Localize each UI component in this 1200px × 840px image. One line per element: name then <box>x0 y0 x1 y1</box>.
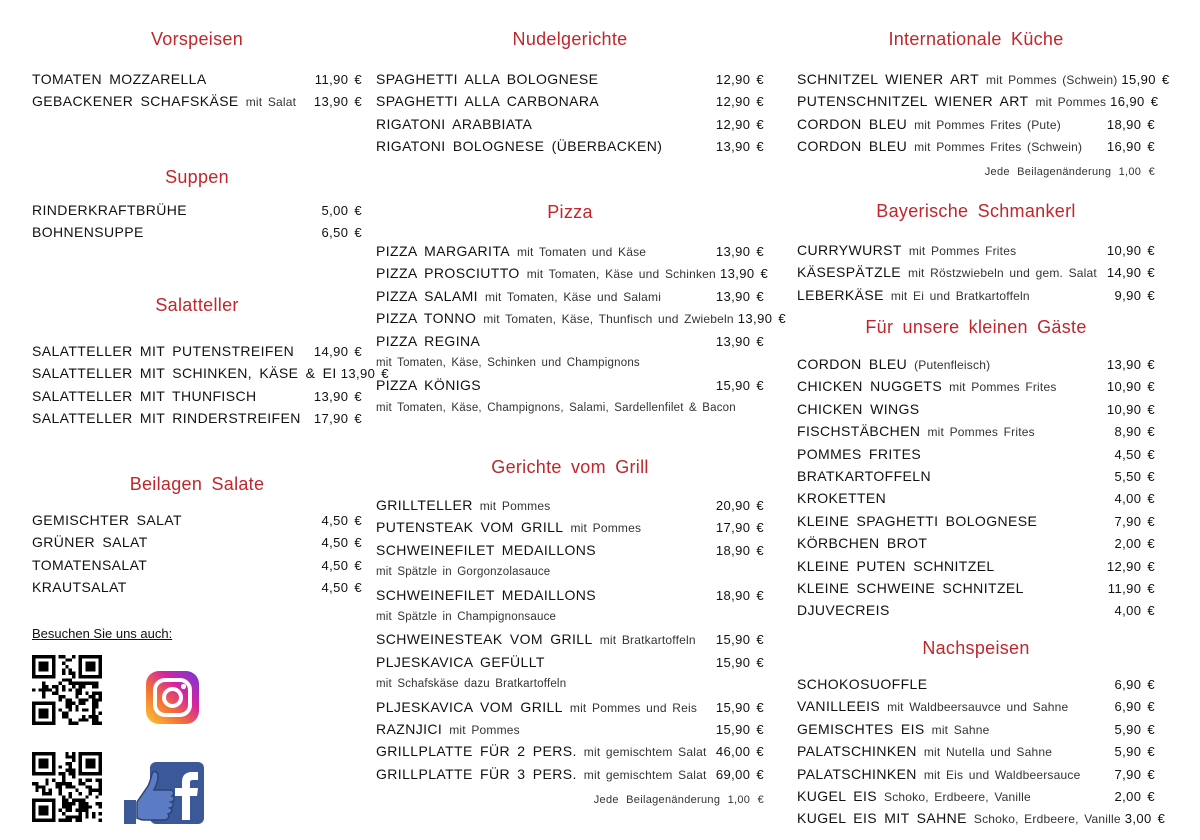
menu-item-text <box>797 68 1117 91</box>
menu-item-name: PIZZA MARGARITA <box>376 243 510 259</box>
menu-item-name: PLJESKAVICA VOM GRILL <box>376 698 563 715</box>
section-nachspeisen <box>797 636 1166 830</box>
menu-item-subdescription: mit Spätzle in Gorgonzolasauce <box>376 566 551 579</box>
menu-item-name: PIZZA KÖNIGS <box>376 377 482 394</box>
menu-item-name: PUTENSTEAK VOM GRILL <box>376 519 564 536</box>
menu-item-name: GRÜNER SALAT <box>32 534 148 551</box>
menu-item-name: GEMISCHTES EIS <box>797 720 925 737</box>
menu-item-price: 4,50 € <box>1114 446 1155 462</box>
menu-item-name: GEMISCHTER SALAT <box>32 512 182 528</box>
menu-item-text <box>32 362 337 384</box>
menu-item <box>376 307 786 329</box>
menu-item <box>376 718 764 740</box>
menu-item-name: PALATSCHINKEN <box>797 743 917 760</box>
menu-item-name: CURRYWURST <box>797 242 902 258</box>
follow-us-label: Besuchen Sie uns auch: <box>32 626 173 641</box>
section-internationale-kueche <box>797 27 1170 178</box>
menu-item-description: mit Pommes (Schwein) <box>986 73 1118 87</box>
menu-item <box>797 239 1155 261</box>
menu-item-name: KLEINE PUTEN SCHNITZEL <box>797 557 995 574</box>
menu-item <box>32 340 362 362</box>
menu-item-description: Schoko, Erdbeere, Vanille <box>884 789 1031 804</box>
menu-item-text <box>32 407 301 429</box>
menu-item-description: mit Nutella und Sahne <box>923 745 1053 760</box>
menu-item-name: CHICKEN NUGGETS <box>797 378 943 395</box>
menu-item-name: DJUVECREIS <box>797 602 890 619</box>
menu-item-price: 13,90 € <box>737 311 786 327</box>
menu-item-name: RIGATONI ARABBIATA <box>376 115 533 132</box>
menu-item-description: mit Ei und Bratkartoffeln <box>890 288 1030 303</box>
menu-item-price: 13,90 € <box>715 288 764 304</box>
menu-item <box>32 554 362 576</box>
menu-item-name: SALATTELLER MIT PUTENSTREIFEN <box>32 343 295 359</box>
menu-item-text <box>797 695 1068 718</box>
menu-item-text <box>376 135 662 157</box>
menu-item-name: KÄSESPÄTZLE <box>797 264 901 281</box>
menu-item-name: SALATTELLER MIT THUNFISCH <box>32 387 257 404</box>
menu-item-description: mit Tomaten und Käse <box>516 245 647 259</box>
menu-item-subdescription: mit Tomaten, Käse, Champignons, Salami, Sardellenfilet & Bacon <box>376 401 736 414</box>
menu-item <box>797 68 1170 90</box>
menu-item-text <box>797 807 1121 830</box>
menu-item <box>376 262 769 284</box>
menu-item-price: 13,90 € <box>1106 357 1155 372</box>
menu-item-text <box>376 696 697 719</box>
side-change-note: Jede Beilagenänderung 1,00 € <box>593 794 764 807</box>
menu-item-name: VANILLEEIS <box>797 698 881 715</box>
menu-item <box>32 531 362 553</box>
menu-item-price: 15,90 € <box>715 699 764 715</box>
menu-item-price: 16,90 € <box>1106 139 1155 155</box>
menu-item <box>376 285 764 307</box>
menu-item-price: 20,90 € <box>715 498 764 513</box>
menu-item-price: 18,90 € <box>715 542 764 558</box>
menu-item <box>376 628 764 650</box>
menu-item <box>797 284 1155 306</box>
menu-item-price: 2,00 € <box>1114 536 1155 552</box>
menu-item-name: FISCHSTÄBCHEN <box>797 423 921 440</box>
menu-item-text <box>376 628 696 651</box>
menu-item-name: SCHOKOSUOFFLE <box>797 676 928 692</box>
section-title: Internationale Küche <box>888 29 1064 49</box>
menu-item <box>797 763 1155 785</box>
section-title: Vorspeisen <box>150 29 244 49</box>
menu-column-middle <box>376 0 786 840</box>
menu-item-description: mit Pommes Frites <box>908 244 1017 258</box>
menu-item-description: (Putenfleisch) <box>914 358 991 372</box>
menu-item-subdescription: mit Schafskäse dazu Bratkartoffeln <box>376 678 567 691</box>
menu-item <box>797 135 1155 157</box>
menu-item-text <box>32 68 207 90</box>
menu-item <box>797 90 1159 112</box>
menu-item-text <box>32 509 182 531</box>
menu-item-price: 13,90 € <box>715 139 764 155</box>
menu-item-name: PIZZA TONNO <box>376 310 477 327</box>
menu-item-description: mit Waldbeersauvce und Sahne <box>887 700 1069 715</box>
menu-item <box>376 90 764 112</box>
menu-item-text <box>376 718 520 741</box>
menu-item-description: Schoko, Erdbeere, Vanille <box>973 812 1121 827</box>
side-change-note: Jede Beilagenänderung 1,00 € <box>984 165 1155 178</box>
menu-item-name: BRATKARTOFFELN <box>797 467 931 484</box>
menu-item <box>797 113 1155 135</box>
menu-item-price: 9,90 € <box>1114 287 1155 303</box>
menu-item-text <box>797 673 927 695</box>
menu-item <box>376 539 764 561</box>
menu-item-text <box>797 532 927 554</box>
menu-item-description: mit Pommes und Reis <box>569 700 698 715</box>
menu-item-text <box>376 113 532 135</box>
menu-item-price: 11,90 € <box>1107 580 1155 596</box>
menu-item-name: KRAUTSALAT <box>32 579 127 596</box>
menu-item-description: mit Tomaten, Käse und Salami <box>484 289 662 304</box>
menu-item-price: 11,90 € <box>314 72 362 87</box>
menu-item <box>797 695 1155 717</box>
menu-item-name: PUTENSCHNITZEL WIENER ART <box>797 93 1029 110</box>
menu-item-description: mit Eis und Waldbeersauce <box>923 767 1081 782</box>
menu-item-text <box>32 554 147 576</box>
menu-item <box>376 240 764 262</box>
menu-item-price: 7,90 € <box>1114 766 1155 782</box>
menu-item-text <box>376 330 480 352</box>
menu-item-name: SCHWEINEFILET MEDAILLONS <box>376 541 597 558</box>
menu-item-text <box>376 494 550 517</box>
menu-item-text <box>797 555 995 577</box>
menu-item <box>32 68 362 90</box>
section-title: Nachspeisen <box>922 638 1030 658</box>
menu-item-text <box>797 284 1030 307</box>
menu-item-price: 15,90 € <box>715 721 764 737</box>
menu-item <box>797 375 1155 397</box>
menu-item-name: LEBERKÄSE <box>797 286 884 303</box>
menu-item <box>797 785 1155 807</box>
menu-item-name: SCHNITZEL WIENER ART <box>797 71 980 87</box>
menu-item-price: 16,90 € <box>1110 94 1159 110</box>
menu-item-price: 4,00 € <box>1114 491 1155 507</box>
menu-item-price: 5,90 € <box>1114 744 1155 760</box>
menu-item-name: KÖRBCHEN BROT <box>797 535 928 552</box>
menu-item-price: 15,90 € <box>715 378 764 394</box>
menu-item <box>797 465 1155 487</box>
menu-item-text <box>376 539 596 561</box>
menu-item-text <box>376 285 661 308</box>
menu-item-text <box>32 90 296 113</box>
menu-item-price: 15,90 € <box>1121 72 1170 87</box>
menu-item-text <box>376 68 598 90</box>
menu-item <box>376 584 764 606</box>
menu-item-text <box>32 221 144 243</box>
menu-item <box>32 576 362 598</box>
menu-item-name: RINDERKRAFTBRÜHE <box>32 202 187 218</box>
menu-item-price: 10,90 € <box>1106 379 1155 395</box>
menu-item-text <box>797 375 1057 398</box>
menu-item-price: 13,90 € <box>719 266 769 282</box>
menu-item-price: 13,90 € <box>313 94 362 110</box>
menu-item-price: 6,90 € <box>1114 677 1155 692</box>
menu-item <box>797 807 1166 829</box>
menu-item-name: SPAGHETTI ALLA CARBONARA <box>376 93 600 110</box>
menu-item-text <box>376 90 599 112</box>
menu-item-text <box>376 307 734 330</box>
menu-item-price: 8,90 € <box>1114 424 1155 440</box>
menu-item-name: CORDON BLEU <box>797 356 908 372</box>
menu-item <box>32 407 362 429</box>
menu-item <box>797 577 1155 599</box>
section-title: Suppen <box>165 167 229 187</box>
menu-item-price: 7,90 € <box>1114 513 1155 529</box>
menu-item <box>32 221 362 243</box>
menu-item-name: SALATTELLER MIT SCHINKEN, KÄSE & EI <box>32 365 337 382</box>
menu-item-description: mit Pommes Frites <box>949 380 1057 395</box>
menu-item-text <box>32 340 294 362</box>
menu-item <box>797 532 1155 554</box>
section-title: Für unsere kleinen Gäste <box>865 317 1087 337</box>
menu-item-name: TOMATEN MOZZARELLA <box>32 71 207 87</box>
menu-item-text <box>797 261 1097 284</box>
menu-item-description: mit gemischtem Salat <box>583 745 707 760</box>
menu-item <box>797 420 1155 442</box>
menu-item-text <box>797 785 1031 808</box>
menu-item-price: 10,90 € <box>1106 401 1155 417</box>
section-vorspeisen <box>32 27 362 113</box>
menu-item <box>797 353 1155 375</box>
menu-item-description: mit Sahne <box>931 722 990 737</box>
menu-item <box>376 763 764 785</box>
menu-item-price: 4,00 € <box>1114 603 1155 619</box>
menu-item-name: PIZZA PROSCIUTTO <box>376 265 520 282</box>
menu-item-price: 6,50 € <box>321 225 362 241</box>
menu-item-name: PIZZA REGINA <box>376 332 481 349</box>
menu-item-price: 4,50 € <box>321 513 362 528</box>
menu-item-price: 12,90 € <box>715 72 764 87</box>
section-title: Pizza <box>547 202 593 222</box>
menu-item <box>797 555 1155 577</box>
menu-item-price: 18,90 € <box>715 587 764 603</box>
menu-item <box>797 718 1155 740</box>
menu-item-price: 2,00 € <box>1114 788 1155 804</box>
menu-item-text <box>797 763 1080 786</box>
menu-item-name: CORDON BLEU <box>797 115 908 132</box>
menu-item <box>376 68 764 90</box>
qr-code-icon[interactable] <box>32 752 102 822</box>
menu-item <box>376 516 764 538</box>
menu-item-text <box>797 443 921 465</box>
menu-item-name: GEBACKENER SCHAFSKÄSE <box>32 93 239 110</box>
section-title: Bayerische Schmankerl <box>876 201 1076 221</box>
section-beilagen-salate <box>32 472 362 599</box>
menu-item-price: 6,90 € <box>1114 699 1155 715</box>
section-title: Gerichte vom Grill <box>491 457 649 477</box>
menu-item-text <box>376 651 545 673</box>
menu-item-text <box>376 262 716 285</box>
menu-item-name: PLJESKAVICA GEFÜLLT <box>376 653 545 670</box>
menu-item-price: 12,90 € <box>715 116 764 132</box>
menu-item-price: 5,50 € <box>1114 468 1155 484</box>
menu-item-text <box>32 576 127 598</box>
menu-item-name: CORDON BLEU <box>797 138 908 155</box>
menu-item-price: 12,90 € <box>1106 558 1155 574</box>
menu-item-text <box>797 487 886 509</box>
menu-column-right <box>797 0 1170 840</box>
menu-item-text <box>376 240 646 263</box>
menu-item-text <box>376 516 641 539</box>
menu-item-description: mit Pommes <box>570 521 642 536</box>
menu-item-description: mit Röstzwiebeln und gem. Salat <box>908 266 1097 281</box>
menu-item-name: KUGEL EIS MIT SAHNE <box>797 810 967 827</box>
menu-item-name: SCHWEINESTEAK VOM GRILL <box>376 631 593 648</box>
menu-item <box>376 113 764 135</box>
menu-item-price: 17,90 € <box>715 520 764 536</box>
menu-item-price: 15,90 € <box>715 632 764 648</box>
menu-item-text <box>797 465 931 487</box>
menu-item-name: CHICKEN WINGS <box>797 400 920 417</box>
menu-item-price: 14,90 € <box>313 344 362 359</box>
section-bayerische-schmankerl <box>797 199 1155 306</box>
menu-item-description: mit Tomaten, Käse, Thunfisch und Zwiebeln <box>483 312 734 327</box>
menu-item-text <box>797 353 990 376</box>
menu-item-name: KLEINE SCHWEINE SCHNITZEL <box>797 579 1024 596</box>
section-suppen <box>32 165 362 244</box>
section-pizza <box>376 200 786 419</box>
menu-item-description: mit Pommes <box>449 722 520 737</box>
menu-item-name: GRILLTELLER <box>376 497 473 513</box>
menu-item-text <box>797 135 1082 158</box>
section-title: Nudelgerichte <box>512 29 628 49</box>
menu-item-name: GRILLPLATTE FÜR 2 PERS. <box>376 743 577 760</box>
section-title: Beilagen Salate <box>129 474 265 494</box>
menu-item-name: SCHWEINEFILET MEDAILLONS <box>376 586 597 603</box>
menu-item-description: mit Pommes Frites (Schwein) <box>914 140 1083 155</box>
menu-item-text <box>797 420 1035 443</box>
menu-item-name: PIZZA SALAMI <box>376 287 478 304</box>
menu-item-price: 4,50 € <box>321 580 362 596</box>
menu-item-price: 3,00 € <box>1124 811 1166 827</box>
menu-item-name: SALATTELLER MIT RINDERSTREIFEN <box>32 410 301 427</box>
menu-item <box>376 651 764 673</box>
menu-item-text <box>376 740 706 763</box>
menu-item-name: KUGEL EIS <box>797 787 877 804</box>
menu-item-text <box>376 763 706 786</box>
menu-item-text <box>797 113 1061 136</box>
menu-item-text <box>797 577 1024 599</box>
menu-item-text <box>32 531 148 553</box>
section-nudelgerichte <box>376 27 764 158</box>
menu-item-text <box>797 398 920 420</box>
menu-item <box>797 443 1155 465</box>
menu-item-description: mit Tomaten, Käse und Schinken <box>526 267 716 282</box>
menu-item <box>797 673 1155 695</box>
menu-item-description: mit Salat <box>245 95 297 110</box>
menu-item-price: 69,00 € <box>715 766 764 782</box>
menu-item <box>797 510 1155 532</box>
menu-item <box>32 385 362 407</box>
menu-item-price: 4,50 € <box>321 557 362 573</box>
menu-item-description: mit Pommes <box>1035 95 1107 110</box>
menu-item-name: TOMATENSALAT <box>32 556 148 573</box>
menu-item <box>797 398 1155 420</box>
menu-item <box>376 740 764 762</box>
menu-item-description: mit Bratkartoffeln <box>599 633 696 648</box>
menu-item-text <box>797 718 989 741</box>
menu-item-name: KROKETTEN <box>797 490 887 507</box>
section-title: Salatteller <box>155 295 239 315</box>
menu-item-text <box>797 510 1037 532</box>
menu-item-price: 14,90 € <box>1106 265 1155 281</box>
menu-item-price: 46,00 € <box>715 744 764 760</box>
menu-item-name: BOHNENSUPPE <box>32 224 144 241</box>
menu-item-name: KLEINE SPAGHETTI BOLOGNESE <box>797 512 1038 529</box>
menu-item-name: POMMES FRITES <box>797 445 922 462</box>
menu-item <box>376 494 764 516</box>
menu-item-text <box>376 584 596 606</box>
menu-item-text <box>32 385 256 407</box>
menu-item <box>797 261 1155 283</box>
menu-item <box>797 487 1155 509</box>
menu-item-price: 13,90 € <box>340 366 389 382</box>
menu-item-subdescription: mit Spätzle in Champignonsauce <box>376 610 557 623</box>
menu-item-text <box>797 599 890 621</box>
menu-item-description: mit Pommes Frites (Pute) <box>914 117 1061 132</box>
menu-item <box>376 374 764 396</box>
menu-item-text <box>32 199 187 221</box>
facebook-like-icon[interactable] <box>120 760 206 826</box>
menu-item <box>797 740 1155 762</box>
section-kleine-gaeste <box>797 315 1155 622</box>
menu-item <box>376 135 764 157</box>
section-grill <box>376 455 764 806</box>
menu-item-text <box>797 740 1052 763</box>
instagram-icon[interactable] <box>145 670 200 725</box>
menu-item-text <box>797 239 1016 262</box>
menu-item <box>376 330 764 352</box>
menu-item-price: 13,90 € <box>715 244 764 259</box>
menu-item-name: RAZNJICI <box>376 720 443 737</box>
menu-item-price: 4,50 € <box>321 535 362 551</box>
menu-item-name: RIGATONI BOLOGNESE (ÜBERBACKEN) <box>376 138 663 155</box>
menu-item-description: mit gemischtem Salat <box>583 767 707 782</box>
menu-item <box>32 362 389 384</box>
menu-item-text <box>376 374 481 396</box>
menu-item-price: 18,90 € <box>1106 116 1155 132</box>
menu-item-price: 12,90 € <box>715 94 764 110</box>
menu-item-description: mit Pommes <box>479 499 551 513</box>
menu-item-description: mit Pommes Frites <box>927 425 1035 440</box>
menu-item-price: 15,90 € <box>715 654 764 670</box>
menu-item <box>797 599 1155 621</box>
menu-item-name: SPAGHETTI ALLA BOLOGNESE <box>376 71 599 87</box>
menu-item <box>376 696 764 718</box>
menu-item <box>32 509 362 531</box>
menu-item-price: 13,90 € <box>715 333 764 349</box>
menu-item-price: 17,90 € <box>313 411 362 427</box>
menu-item-subdescription: mit Tomaten, Käse, Schinken und Champignons <box>376 356 640 369</box>
menu-item <box>32 90 362 112</box>
menu-item-price: 5,90 € <box>1114 721 1155 737</box>
section-salatteller <box>32 293 389 430</box>
menu-item-text <box>797 90 1106 113</box>
menu-item-name: GRILLPLATTE FÜR 3 PERS. <box>376 765 577 782</box>
menu-item-name: PALATSCHINKEN <box>797 765 917 782</box>
menu-item-price: 5,00 € <box>321 203 362 218</box>
qr-code-icon[interactable] <box>32 655 102 725</box>
menu-item-price: 10,90 € <box>1106 243 1155 258</box>
menu-item <box>32 199 362 221</box>
menu-item-price: 13,90 € <box>313 388 362 404</box>
